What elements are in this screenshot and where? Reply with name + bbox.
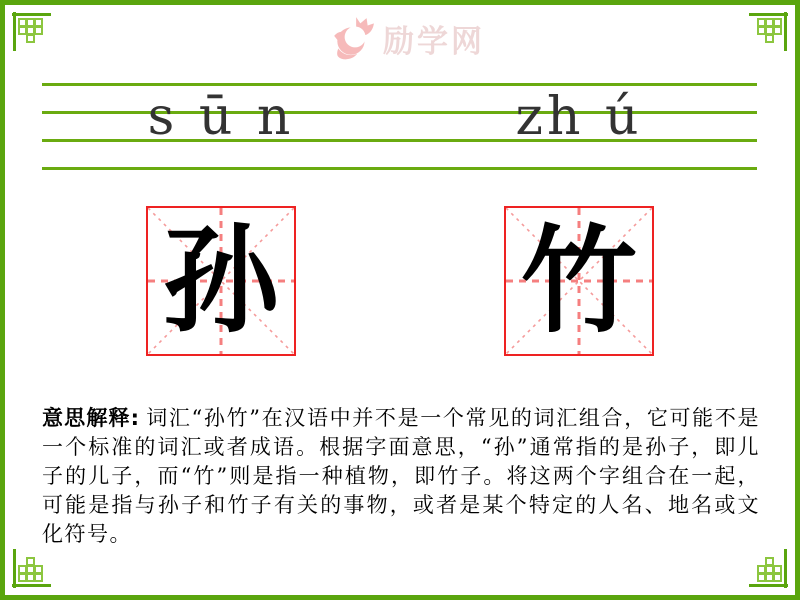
character-grid-sun <box>146 206 296 356</box>
meaning-paragraph <box>42 404 760 549</box>
corner-ornament-top-right-icon <box>749 5 795 51</box>
site-logo <box>330 13 485 63</box>
hanzi-zhu: 竹 <box>521 213 637 349</box>
pinyin-zhu: zh ú <box>515 87 643 147</box>
character-grid-zhu <box>504 206 654 356</box>
pinyin-ruled-line-1 <box>42 83 757 86</box>
logo-text: 励学网 <box>383 23 485 60</box>
corner-ornament-bottom-right-icon <box>749 549 795 595</box>
corner-ornament-top-left-icon <box>5 5 51 51</box>
hanzi-sun: 孙 <box>163 213 279 349</box>
pinyin-sun: s ū n <box>147 87 295 147</box>
fox-swirl-icon <box>330 15 376 61</box>
meaning-text: 词汇“孙竹”在汉语中并不是一个常见的词汇组合，它可能不是一个标准的词汇或者成语。根据字面意思，“孙”通常指的是孙子，即儿子的儿子，而“竹”则是指一种植物，即竹子。将这两个字组合在一起，可能是指与孙子和竹子有关的事物，或者是某个特定的人名、地名或文化符号。 <box>42 406 760 546</box>
meaning-label: 意思解释: <box>42 406 141 430</box>
corner-ornament-bottom-left-icon <box>5 549 51 595</box>
pinyin-ruled-line-4 <box>42 167 757 170</box>
